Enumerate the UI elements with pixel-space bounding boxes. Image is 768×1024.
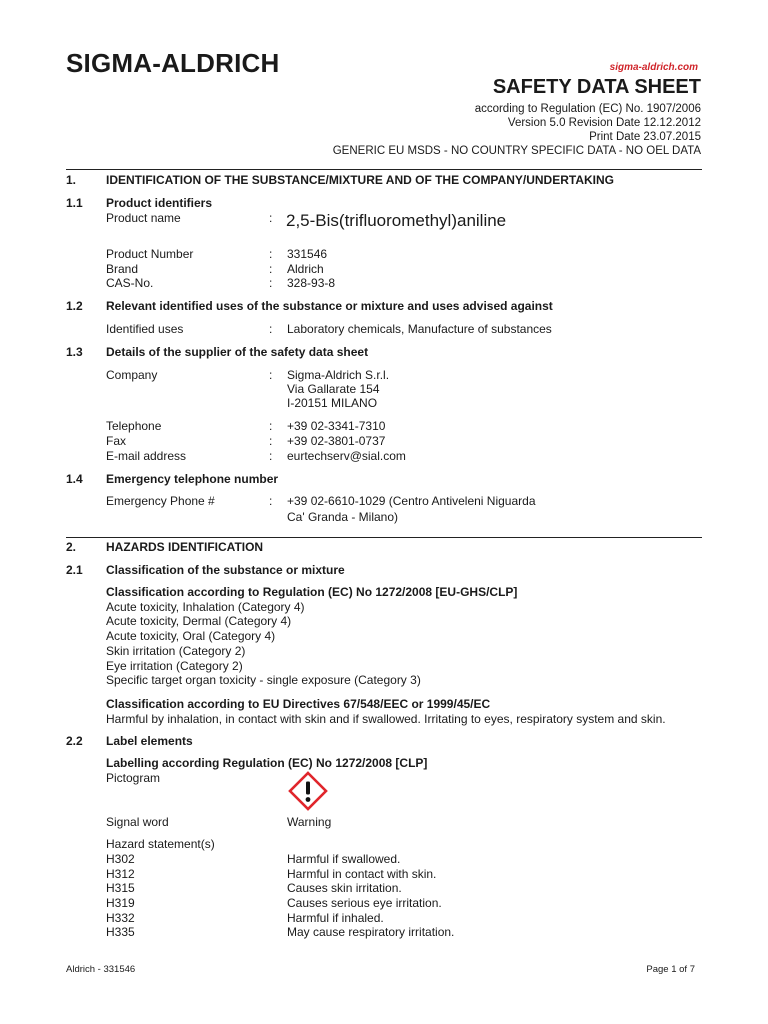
hazard-text: Harmful in contact with skin.: [287, 867, 437, 881]
footer-product-ref: Aldrich - 331546: [66, 964, 136, 975]
company-name: Sigma-Aldrich S.r.l.: [287, 368, 390, 382]
hazard-code: H312: [106, 867, 135, 881]
section-number: 1.: [66, 173, 77, 187]
identified-uses-value: Laboratory chemicals, Manufacture of substances: [287, 322, 552, 336]
brand-logo: SIGMA-ALDRICH: [66, 48, 280, 78]
eu-classification-text: Harmful by inhalation, in contact with skin and if swallowed. Irritating to eyes, respiratory system and skin.: [106, 712, 666, 726]
document-title: SAFETY DATA SHEET: [492, 76, 701, 98]
exclamation-mark-pictogram-icon: [288, 771, 328, 811]
fax-label: Fax: [106, 434, 127, 448]
product-number-value: 331546: [287, 247, 328, 261]
clp-item: Acute toxicity, Oral (Category 4): [106, 629, 276, 643]
colon: :: [269, 494, 273, 508]
emergency-phone-location: Ca' Granda - Milano): [287, 510, 398, 524]
subsection-number: 2.2: [66, 734, 83, 748]
version-line: Version 5.0 Revision Date 12.12.2012: [507, 117, 701, 129]
colon: :: [269, 419, 273, 433]
subsection-number: 1.1: [66, 196, 83, 210]
company-street: Via Gallarate 154: [287, 382, 380, 396]
colon: :: [269, 434, 273, 448]
hazard-code: H302: [106, 852, 135, 866]
website-link[interactable]: sigma-aldrich.com: [609, 62, 698, 73]
pictogram-label: Pictogram: [106, 771, 161, 785]
cas-label: CAS-No.: [106, 276, 154, 290]
clp-item: Acute toxicity, Inhalation (Category 4): [106, 600, 305, 614]
print-date-line: Print Date 23.07.2015: [589, 131, 701, 143]
hazard-code: H319: [106, 896, 135, 910]
subsection-number: 2.1: [66, 563, 83, 577]
colon: :: [269, 322, 273, 336]
company-label: Company: [106, 368, 158, 382]
telephone-value: +39 02-3341-7310: [287, 419, 386, 433]
brand-value: Aldrich: [287, 262, 324, 276]
page-number: Page 1 of 7: [646, 964, 695, 975]
fax-value: +39 02-3801-0737: [287, 434, 386, 448]
company-city: I-20151 MILANO: [287, 396, 378, 410]
clp-item: Acute toxicity, Dermal (Category 4): [106, 614, 292, 628]
subsection-title: Relevant identified uses of the substance or mixture and uses advised against: [106, 299, 553, 313]
subsection-title: Product identifiers: [106, 196, 213, 210]
colon: :: [269, 247, 273, 261]
labelling-heading: Labelling according Regulation (EC) No 1272/2008 [CLP]: [106, 756, 428, 770]
section-title: HAZARDS IDENTIFICATION: [106, 540, 264, 554]
product-number-label: Product Number: [106, 247, 194, 261]
subsection-title: Classification of the substance or mixture: [106, 563, 345, 577]
identified-uses-label: Identified uses: [106, 322, 184, 336]
hazard-text: Causes skin irritation.: [287, 881, 402, 895]
cas-value: 328-93-8: [287, 276, 336, 290]
colon: :: [269, 262, 273, 276]
brand-label: Brand: [106, 262, 139, 276]
email-label: E-mail address: [106, 449, 187, 463]
regulation-line: according to Regulation (EC) No. 1907/2006: [474, 103, 701, 115]
colon: :: [269, 211, 273, 225]
subsection-title: Emergency telephone number: [106, 472, 279, 486]
subsection-number: 1.2: [66, 299, 83, 313]
oel-note: GENERIC EU MSDS - NO COUNTRY SPECIFIC DATA - NO OEL DATA: [332, 145, 701, 157]
subsection-number: 1.3: [66, 345, 83, 359]
clp-item: Skin irritation (Category 2): [106, 644, 246, 658]
clp-classification-heading: Classification according to Regulation (EC) No 1272/2008 [EU-GHS/CLP]: [106, 585, 518, 599]
hazard-text: May cause respiratory irritation.: [287, 925, 455, 939]
colon: :: [269, 368, 273, 382]
signal-word-label: Signal word: [106, 815, 169, 829]
hazard-text: Harmful if inhaled.: [287, 911, 384, 925]
hazard-code: H315: [106, 881, 135, 895]
section-title: IDENTIFICATION OF THE SUBSTANCE/MIXTURE AND OF THE COMPANY/UNDERTAKING: [106, 173, 614, 187]
section-divider: [66, 537, 702, 538]
subsection-title: Details of the supplier of the safety data sheet: [106, 345, 369, 359]
signal-word-value: Warning: [287, 815, 332, 829]
emergency-phone-label: Emergency Phone #: [106, 494, 215, 508]
hazard-code: H332: [106, 911, 135, 925]
telephone-label: Telephone: [106, 419, 162, 433]
colon: :: [269, 449, 273, 463]
subsection-number: 1.4: [66, 472, 83, 486]
subsection-title: Label elements: [106, 734, 193, 748]
product-name-value: 2,5-Bis(trifluoromethyl)aniline: [286, 211, 507, 230]
clp-item: Specific target organ toxicity - single exposure (Category 3): [106, 673, 421, 687]
emergency-phone-value: +39 02-6610-1029 (Centro Antiveleni Niguarda: [287, 494, 536, 508]
hazard-text: Causes serious eye irritation.: [287, 896, 442, 910]
section-divider: [66, 169, 702, 170]
product-name-label: Product name: [106, 211, 181, 225]
section-number: 2.: [66, 540, 77, 554]
colon: :: [269, 276, 273, 290]
email-value[interactable]: eurtechserv@sial.com: [287, 449, 406, 463]
clp-item: Eye irritation (Category 2): [106, 659, 243, 673]
hazard-text: Harmful if swallowed.: [287, 852, 401, 866]
hazard-statements-label: Hazard statement(s): [106, 837, 215, 851]
eu-classification-heading: Classification according to EU Directives 67/548/EEC or 1999/45/EC: [106, 697, 491, 711]
hazard-code: H335: [106, 925, 135, 939]
